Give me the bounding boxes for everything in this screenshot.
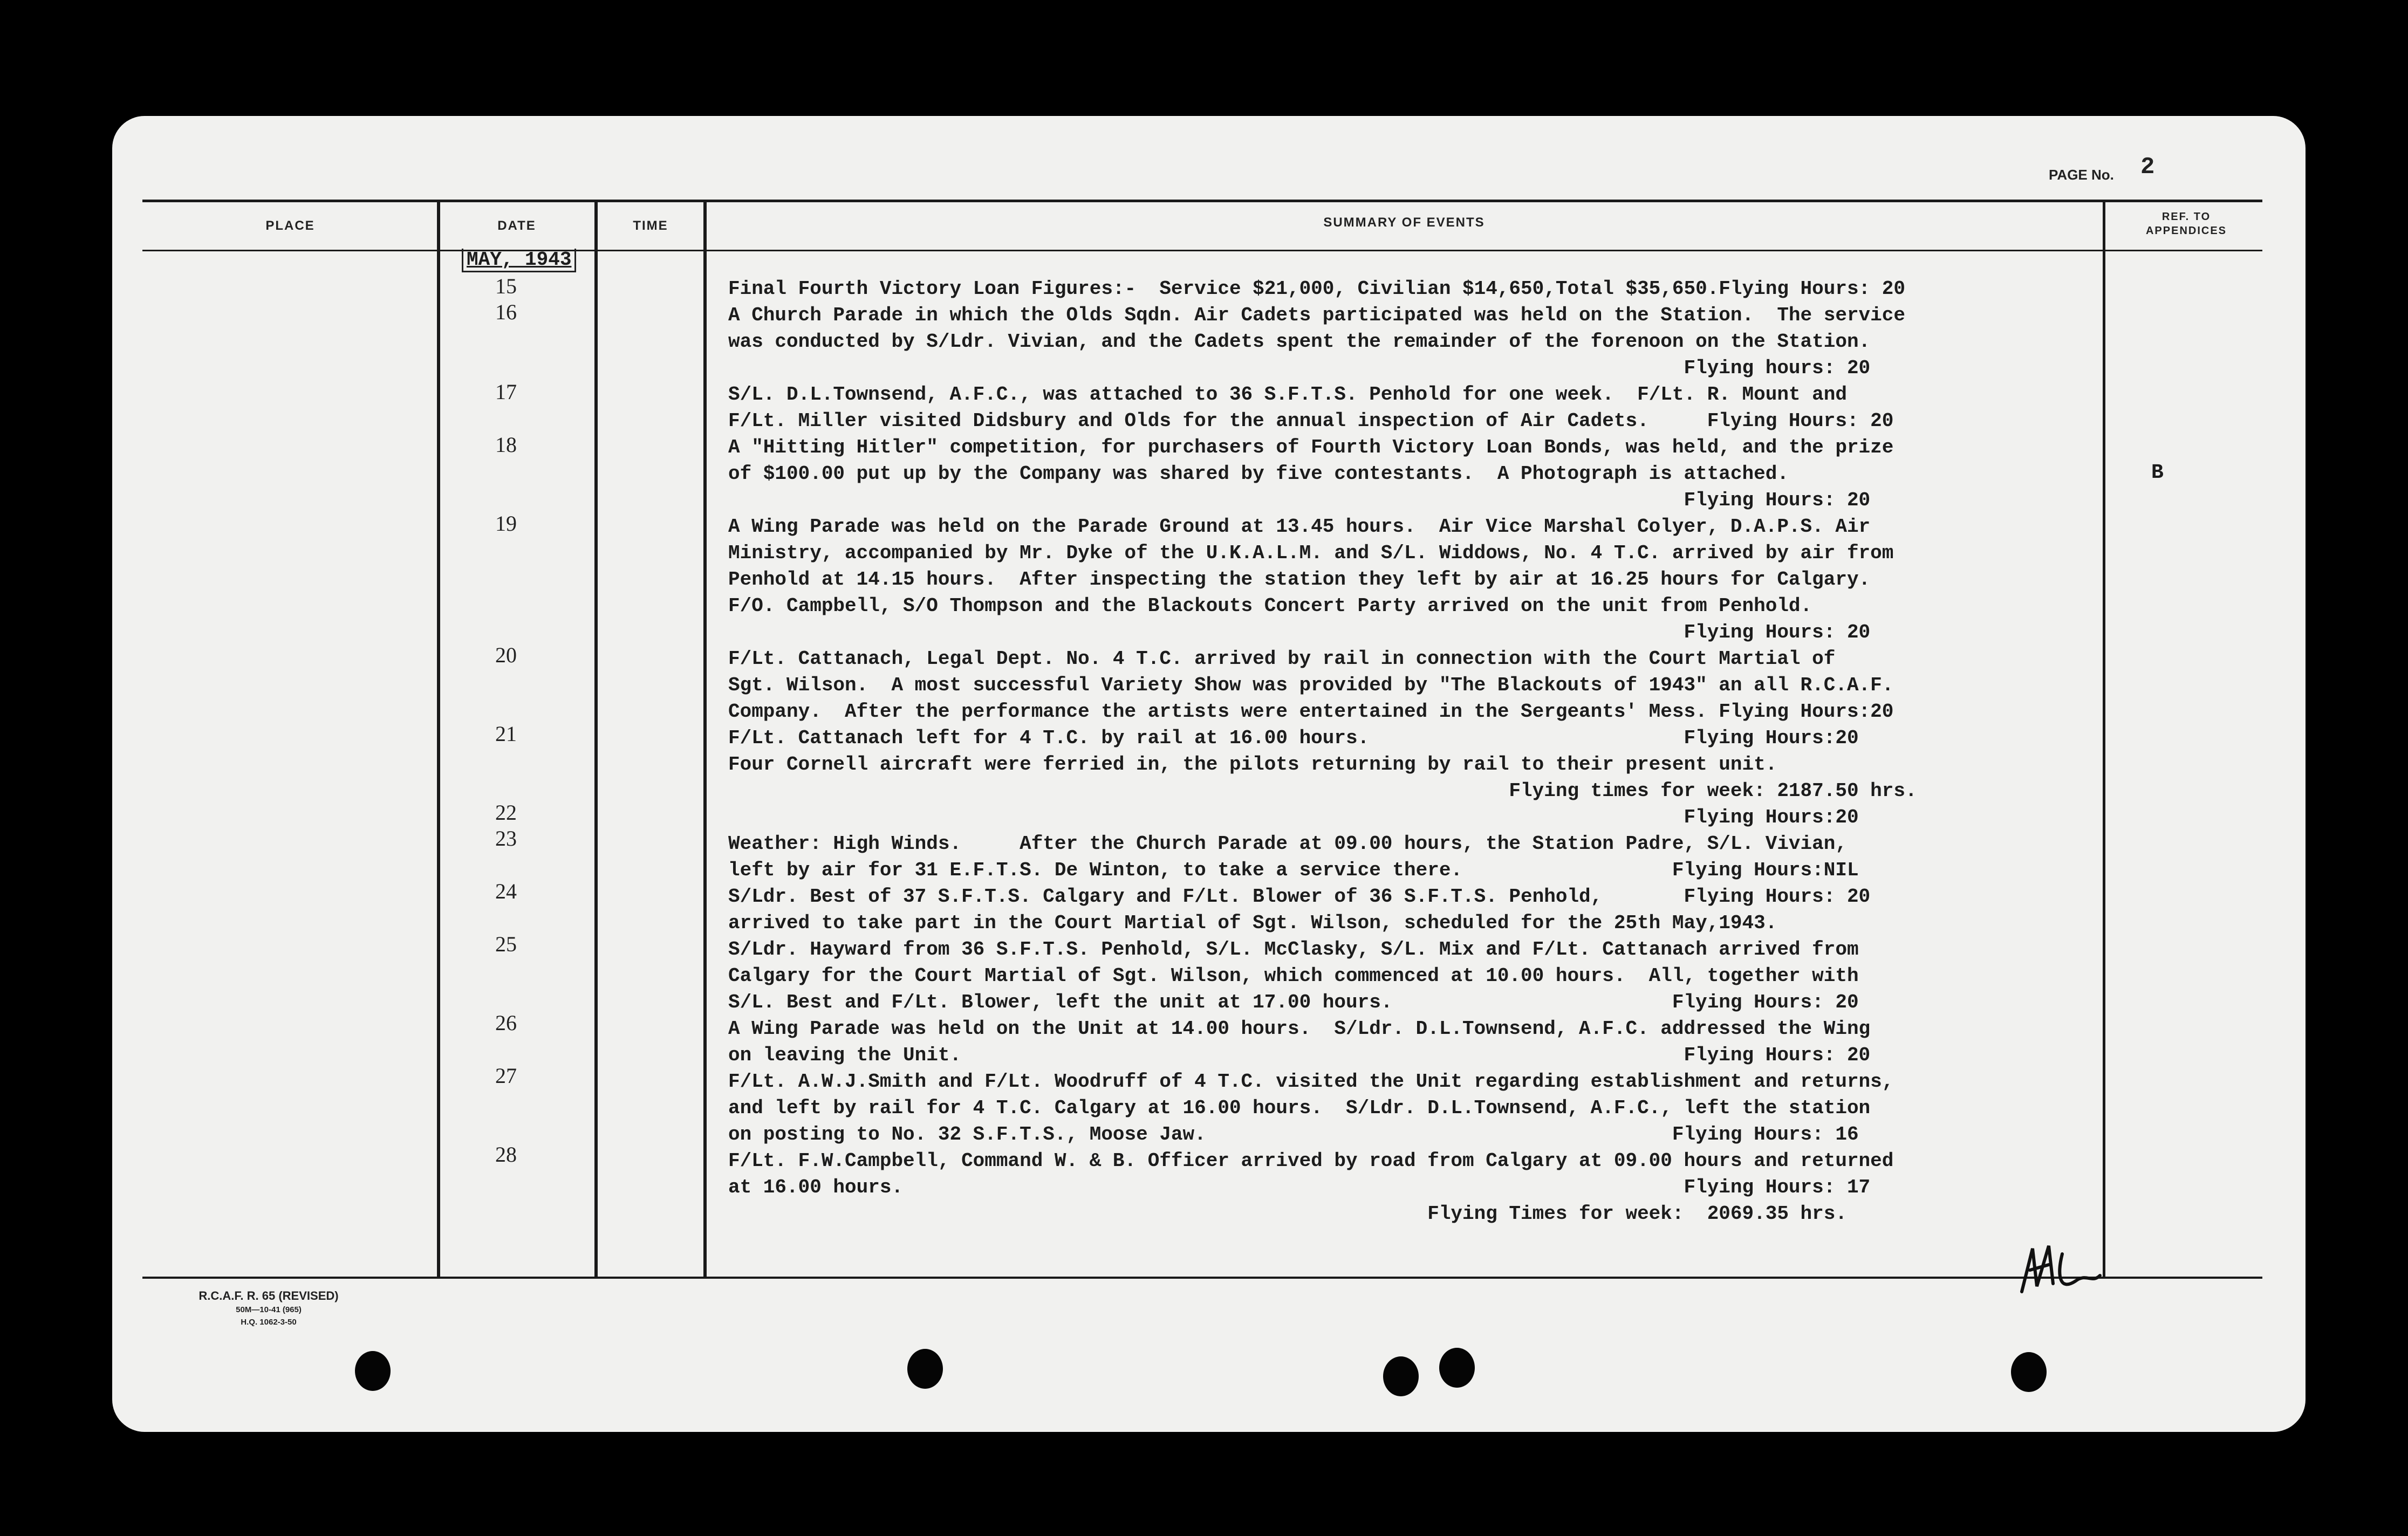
form-hq-code: H.Q. 1062-3-50 [241, 1318, 297, 1327]
summary-line: F/Lt. Cattanach left for 4 T.C. by rail at 16.00 hours. Flying Hours:20 [728, 727, 1859, 749]
form-print-code: 50M—10-41 (965) [236, 1305, 302, 1314]
binder-hole [1383, 1356, 1419, 1396]
summary-line: arrived to take part in the Court Martial of Sgt. Wilson, scheduled for the 25th May,1943. [728, 912, 1777, 934]
date-entry: 15 [495, 274, 517, 298]
summary-line: Flying Hours:20 [728, 806, 1859, 828]
column-header-ref-line2: APPENDICES [2145, 225, 2227, 237]
summary-line: S/Ldr. Hayward from 36 S.F.T.S. Penhold, S/L. McClasky, S/L. Mix and F/Lt. Cattanach arrived from [728, 938, 1859, 961]
binder-hole [1439, 1348, 1475, 1388]
summary-line: A Church Parade in which the Olds Sqdn. Air Cadets participated was held on the Station. The service [728, 304, 1905, 326]
summary-line: Final Fourth Victory Loan Figures:- Service $21,000, Civilian $14,650,Total $35,650.Flying Hours: 20 [728, 278, 1905, 300]
date-entry: 24 [495, 879, 517, 903]
footer-rule [142, 1277, 2262, 1279]
summary-line: Flying hours: 20 [728, 357, 1871, 379]
page-number-label: PAGE No. [2049, 167, 2114, 183]
summary-line: Calgary for the Court Martial of Sgt. Wilson, which commenced at 10.00 hours. All, together with [728, 965, 1859, 987]
column-header-summary: SUMMARY OF EVENTS [1323, 215, 1485, 230]
date-entry: 19 [495, 511, 517, 536]
summary-line: on posting to No. 32 S.F.T.S., Moose Jaw. Flying Hours: 16 [728, 1123, 1859, 1146]
summary-line: Penhold at 14.15 hours. After inspecting the station they left by air at 16.25 hours for Calgary. [728, 568, 1871, 591]
summary-line: F/Lt. Miller visited Didsbury and Olds for the annual inspection of Air Cadets. Flying Hours: 20 [728, 410, 1894, 432]
summary-line: S/L. D.L.Townsend, A.F.C., was attached to 36 S.F.T.S. Penhold for one week. F/Lt. R. Mount and [728, 383, 1847, 406]
summary-line: of $100.00 put up by the Company was shared by five contestants. A Photograph is attached. [728, 463, 1789, 485]
summary-line: Four Cornell aircraft were ferried in, the pilots returning by rail to their present unit. [728, 753, 1777, 776]
date-entry: 25 [495, 932, 517, 956]
date-entry: 22 [495, 800, 517, 825]
binder-hole [907, 1349, 943, 1389]
date-entry: 18 [495, 433, 517, 457]
date-entry: 16 [495, 300, 517, 324]
appendix-reference: B [2151, 461, 2164, 484]
summary-line: Flying Times for week: 2069.35 hrs. [728, 1203, 1847, 1225]
date-entry: 27 [495, 1064, 517, 1088]
column-divider-time [703, 200, 707, 1278]
date-entry: 20 [495, 643, 517, 667]
date-entry: 23 [495, 826, 517, 851]
month-label: MAY, 1943 [462, 249, 576, 272]
summary-line: on leaving the Unit. Flying Hours: 20 [728, 1044, 1871, 1066]
page-number-value: 2 [2140, 154, 2155, 181]
column-divider-date [594, 200, 598, 1278]
column-header-place: PLACE [265, 218, 315, 233]
summary-line: F/Lt. A.W.J.Smith and F/Lt. Woodruff of 4 T.C. visited the Unit regarding establishment and returns, [728, 1071, 1894, 1093]
summary-line: at 16.00 hours. Flying Hours: 17 [728, 1176, 1871, 1198]
header-top-rule [142, 200, 2262, 202]
summary-line: Flying times for week: 2187.50 hrs. [728, 780, 1917, 802]
form-number: R.C.A.F. R. 65 (REVISED) [199, 1289, 339, 1302]
summary-line: F/Lt. Cattanach, Legal Dept. No. 4 T.C. arrived by rail in connection with the Court Martial of [728, 648, 1836, 670]
date-entry: 17 [495, 380, 517, 404]
summary-line: and left by rail for 4 T.C. Calgary at 16.00 hours. S/Ldr. D.L.Townsend, A.F.C., left the station [728, 1097, 1871, 1119]
column-header-date: DATE [497, 218, 536, 233]
date-entry: 26 [495, 1011, 517, 1035]
binder-hole [2011, 1352, 2047, 1392]
summary-line: F/Lt. F.W.Campbell, Command W. & B. Officer arrived by road from Calgary at 09.00 hours and returned [728, 1150, 1894, 1172]
column-divider-summary [2103, 200, 2105, 1278]
summary-line: Flying Hours: 20 [728, 621, 1871, 643]
summary-line: A Wing Parade was held on the Unit at 14.00 hours. S/Ldr. D.L.Townsend, A.F.C. addressed the Wing [728, 1018, 1871, 1040]
column-header-time: TIME [633, 218, 668, 233]
summary-line: F/O. Campbell, S/O Thompson and the Blackouts Concert Party arrived on the unit from Penhold. [728, 595, 1812, 617]
column-divider-place [437, 200, 440, 1278]
summary-line: Company. After the performance the artists were entertained in the Sergeants' Mess. Flying Hours:20 [728, 701, 1894, 723]
summary-line: A "Hitting Hitler" competition, for purchasers of Fourth Victory Loan Bonds, was held, and the prize [728, 436, 1894, 458]
summary-line: Weather: High Winds. After the Church Parade at 09.00 hours, the Station Padre, S/L. Vivian, [728, 833, 1847, 855]
date-entry: 28 [495, 1142, 517, 1167]
handwritten-initials [2011, 1232, 2108, 1308]
summary-line: Sgt. Wilson. A most successful Variety Show was provided by "The Blackouts of 1943" an all R.C.A.F. [728, 674, 1894, 696]
summary-line: S/L. Best and F/Lt. Blower, left the unit at 17.00 hours. Flying Hours: 20 [728, 991, 1859, 1013]
summary-line: A Wing Parade was held on the Parade Ground at 13.45 hours. Air Vice Marshal Colyer, D.A.P.S. Air [728, 516, 1871, 538]
date-entry: 21 [495, 722, 517, 746]
binder-hole [355, 1351, 391, 1391]
record-sheet [112, 116, 2306, 1432]
column-header-ref-line1: REF. TO [2161, 211, 2211, 223]
header-bottom-rule [142, 250, 2262, 251]
summary-line: Ministry, accompanied by Mr. Dyke of the U.K.A.L.M. and S/L. Widdows, No. 4 T.C. arrived by air from [728, 542, 1894, 564]
summary-line: left by air for 31 E.F.T.S. De Winton, to take a service there. Flying Hours:NIL [728, 859, 1859, 881]
summary-line: was conducted by S/Ldr. Vivian, and the Cadets spent the remainder of the forenoon on the Station. [728, 331, 1871, 353]
summary-line: Flying Hours: 20 [728, 489, 1871, 511]
summary-line: S/Ldr. Best of 37 S.F.T.S. Calgary and F/Lt. Blower of 36 S.F.T.S. Penhold, Flying Hours: 20 [728, 886, 1871, 908]
